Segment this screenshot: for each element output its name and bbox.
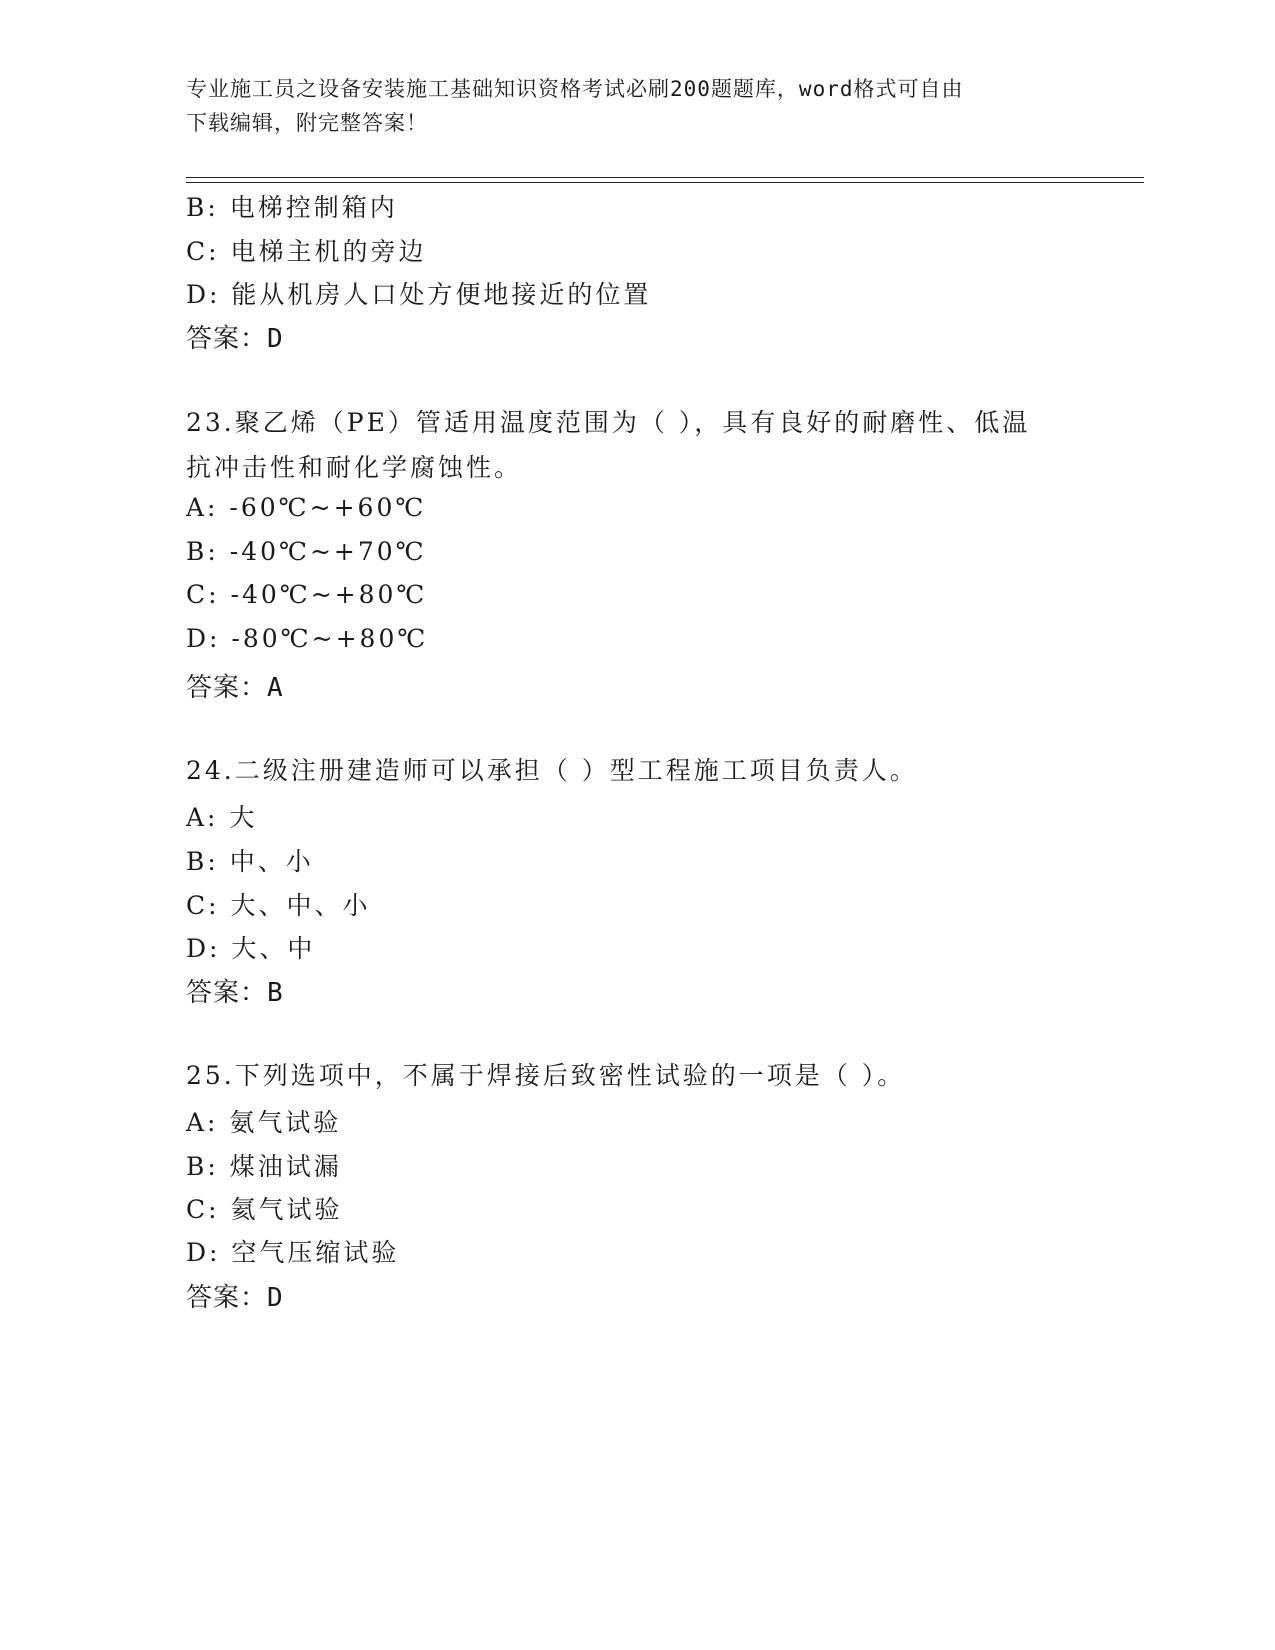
question-25-stem-line-1: 25.下列选项中，不属于焊接后致密性试验的一项是（ ）。 — [186, 1061, 906, 1090]
question-25-answer: 答案：D — [186, 1283, 284, 1313]
question-23-option-b: B: -40℃~+70℃ — [186, 537, 427, 566]
question-25-stem — [186, 1053, 1086, 1098]
question-25-option-d: D: 空气压缩试验 — [186, 1238, 400, 1267]
prev-option-b: B: 电梯控制箱内 — [186, 193, 398, 222]
prev-option-d: D: 能从机房人口处方便地接近的位置 — [186, 280, 652, 309]
prev-answer: 答案：D — [186, 324, 284, 354]
header-line-2: 下载编辑，附完整答案！ — [186, 111, 428, 135]
question-23-stem-line-2: 抗冲击性和耐化学腐蚀性。 — [186, 453, 523, 482]
question-23-option-d: D: -80℃~+80℃ — [186, 624, 429, 653]
header-line-1: 专业施工员之设备安装施工基础知识资格考试必刷200题题库，word格式可自由 — [186, 77, 964, 101]
question-24-option-b: B: 中、小 — [186, 847, 314, 876]
document-header — [186, 72, 1086, 140]
question-24-option-c: C: 大、中、小 — [186, 891, 371, 920]
question-25-option-a: A: 氨气试验 — [186, 1108, 342, 1137]
question-23-stem — [186, 400, 1086, 490]
header-divider-bottom — [186, 182, 1144, 183]
question-24-stem — [186, 748, 1086, 793]
question-25-option-c: C: 氦气试验 — [186, 1195, 343, 1224]
question-24-option-d: D: 大、中 — [186, 934, 316, 963]
prev-option-c: C: 电梯主机的旁边 — [186, 237, 427, 266]
question-23-stem-line-1: 23.聚乙烯（PE）管适用温度范围为（ ），具有良好的耐磨性、低温 — [186, 408, 1031, 437]
question-23-option-a: A: -60℃~+60℃ — [186, 493, 427, 522]
question-23-option-c: C: -40℃~+80℃ — [186, 580, 428, 609]
header-divider-top — [186, 177, 1144, 178]
question-24-stem-line-1: 24.二级注册建造师可以承担（ ）型工程施工项目负责人。 — [186, 756, 918, 785]
question-23-answer: 答案：A — [186, 673, 284, 703]
question-24-option-a: A: 大 — [186, 803, 258, 832]
question-25-option-b: B: 煤油试漏 — [186, 1152, 342, 1181]
question-24-answer: 答案：B — [186, 978, 284, 1008]
